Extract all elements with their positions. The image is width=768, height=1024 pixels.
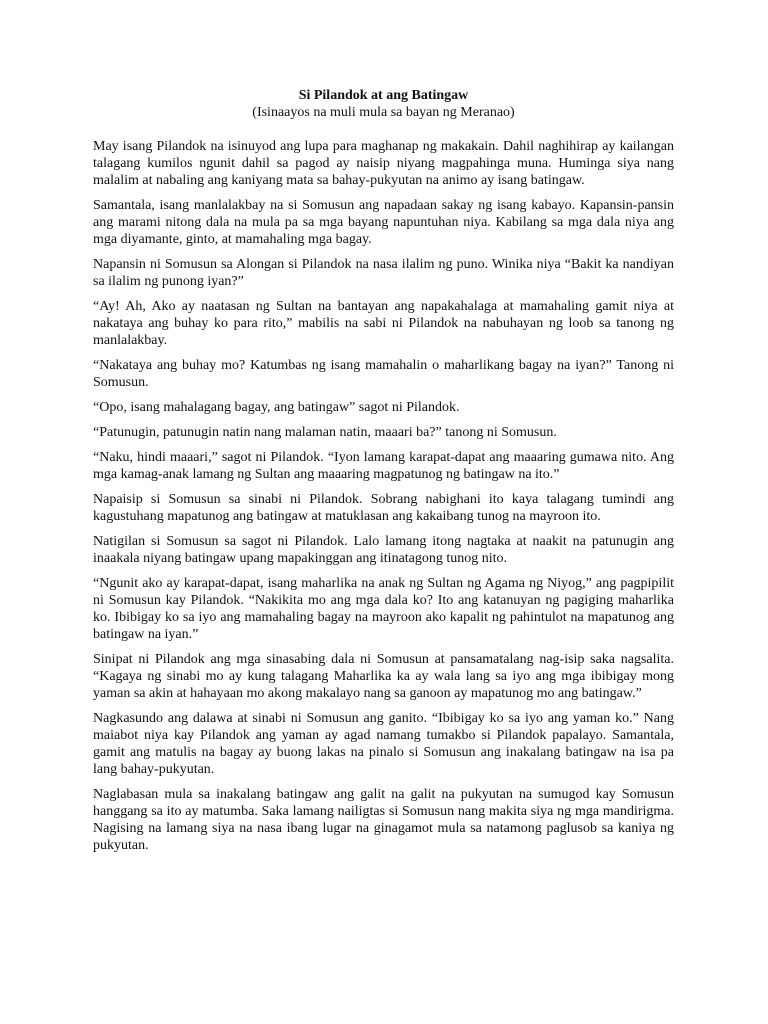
paragraph-6: “Opo, isang mahalagang bagay, ang batingaw” sagot ni Pilandok.	[93, 400, 460, 415]
paragraph-2: Samantala, isang manlalakbay na si Somusun ang napadaan sakay ng isang kabayo. Kapansin-pansin ang marami nitong dala na mula pa sa mga bayang napuntuhan niya. Kabilang sa mga dala niya ang mga diyamante, ginto, at mamahaling mga bagay.	[93, 198, 674, 247]
paragraph-10: Natigilan si Somusun sa sagot ni Pilandok. Lalo lamang itong nagtaka at naakit na patunugin ang inaakala niyang batingaw upang mapakinggan ang itinatagong tunog nito.	[93, 534, 674, 566]
paragraph-3: Napansin ni Somusun sa Alongan si Pilandok na nasa ilalim ng puno. Winika niya “Bakit ka nandiyan sa ilalim ng punong iyan?”	[93, 257, 674, 289]
document-title: Si Pilandok at ang Batingaw	[298, 88, 469, 103]
document-page	[93, 87, 674, 862]
paragraph-1: May isang Pilandok na isinuyod ang lupa para maghanap ng makakain. Dahil naghihirap ay kailangan talagang kumilos ngunit dahil sa pagod ay naisip niyang magpahinga muna. Huminga siya nang malalim at nabaling ang kaniyang mata sa bahay-pukyutan na animo ay isang batingaw.	[93, 139, 674, 188]
paragraph-7: “Patunugin, patunugin natin nang malaman natin, maaari ba?” tanong ni Somusun.	[93, 425, 557, 440]
paragraph-12: Sinipat ni Pilandok ang mga sinasabing dala ni Somusun at pansamatalang nag-isip saka nagsalita. “Kagaya ng sinabi mo ay kung talagang Maharlika ka ay wala lang sa iyo ang mga ibibigay mong yaman sa akin at hahayaan mo akong makalayo nang sa ganoon ay mapatunog mo ang batingaw.”	[93, 652, 674, 701]
document-subtitle: (Isinaayos na muli mula sa bayan ng Meranao)	[252, 105, 515, 120]
paragraph-14: Naglabasan mula sa inakalang batingaw ang galit na galit na pukyutan na sumugod kay Somusun hanggang sa ito ay matumba. Saka lamang nailigtas si Somusun nang makita siya ng mga mandirigma. Nagising na lamang siya na nasa ibang lugar na ginagamot mula sa natamong paglusob sa kaniya ng pukyutan.	[93, 787, 674, 853]
paragraph-11: “Ngunit ako ay karapat-dapat, isang maharlika na anak ng Sultan ng Agama ng Niyog,” ang pagpipilit ni Somusun kay Pilandok. “Nakikita mo ang mga dala ko? Ito ang katanuyan ng pagiging maharlika ko. Ibibigay ko sa iyo ang mamahaling bagay na mayroon ako kapalit ng pahintulot na mapatunog ang batingaw na iyan.”	[93, 576, 674, 642]
paragraph-13: Nagkasundo ang dalawa at sinabi ni Somusun ang ganito. “Ibibigay ko sa iyo ang yaman ko.” Nang maiabot niya kay Pilandok ang yaman ay agad namang tumakbo si Pilandok papalayo. Samantala, gamit ang matulis na bagay ay buong lakas na pinalo si Somusun ang inakalang batingaw na isa pa lang bahay-pukyutan.	[93, 711, 674, 777]
paragraph-8: “Naku, hindi maaari,” sagot ni Pilandok. “Iyon lamang karapat-dapat ang maaaring gumawa nito. Ang mga kamag-anak lamang ng Sultan ang maaaring magpatunog ng batingaw na ito.”	[93, 450, 674, 482]
paragraph-4: “Ay! Ah, Ako ay naatasan ng Sultan na bantayan ang napakahalaga at mamahaling gamit niya at nakataya ang buhay ko para rito,” mabilis na sabi ni Pilandok na nabuhayan ng loob sa tanong ng manlalakbay.	[93, 299, 674, 348]
paragraph-5: “Nakataya ang buhay mo? Katumbas ng isang mamahalin o maharlikang bagay na iyan?” Tanong ni Somusun.	[93, 358, 674, 390]
paragraph-9: Napaisip si Somusun sa sinabi ni Pilandok. Sobrang nabighani ito kaya talagang tumindi ang kagustuhang mapatunog ang batingaw at matuklasan ang kakaibang tunog na mayroon ito.	[93, 492, 674, 524]
